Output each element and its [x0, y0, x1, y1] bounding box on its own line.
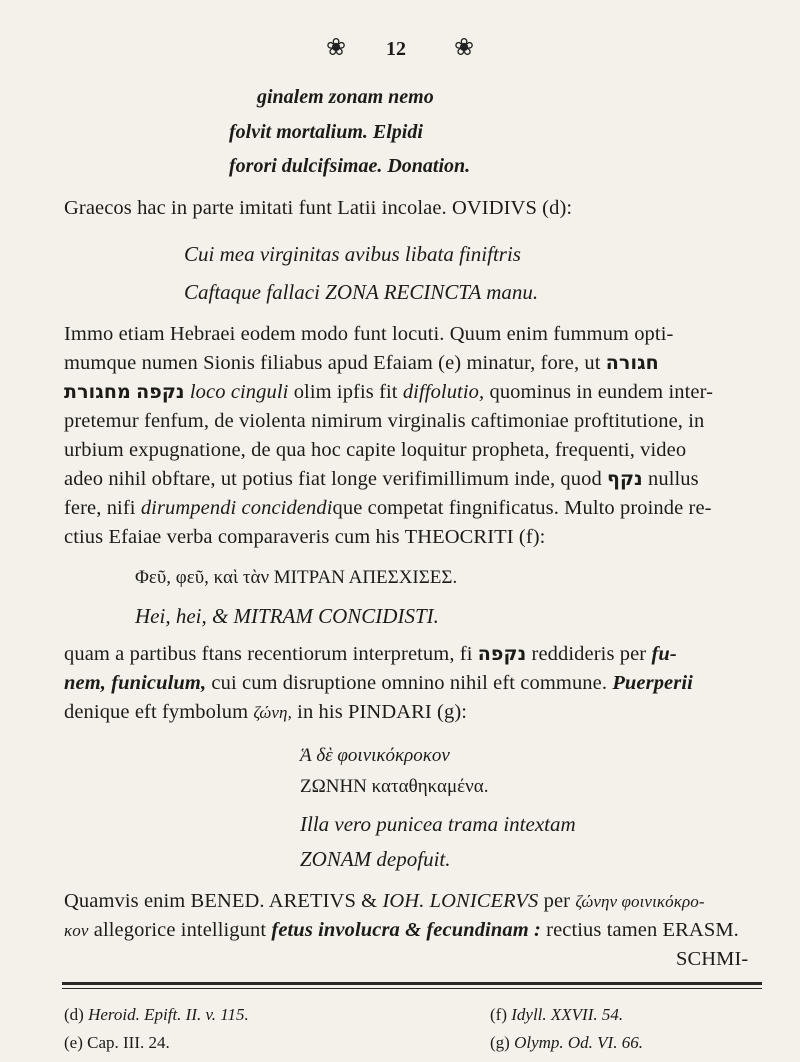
paragraph-line: Immo etiam Hebraei eodem modo funt locuti. Quum enim fummum opti-: [64, 323, 674, 345]
paragraph-line: [64, 672, 693, 695]
footnote-f: [490, 1005, 623, 1025]
latin-translation: Hei, hei, & MITRAM CONCIDISTI.: [135, 604, 439, 628]
text-run: adeo nihil obftare, ut potius fiat longe verifimillimum inde, quod: [64, 468, 602, 490]
greek-quote: Ἁ δὲ φοινικόκροκον: [300, 745, 450, 766]
paragraph-line: [64, 919, 739, 942]
footnote-text: Olymp. Od. VI. 66.: [514, 1033, 643, 1052]
paragraph-line: [64, 497, 712, 520]
hebrew-word: נקפה: [477, 643, 527, 665]
footnote-marker: (d): [64, 1005, 84, 1024]
text-run: diffolutio,: [402, 381, 485, 403]
text-run: fu-: [651, 643, 677, 665]
hebrew-word: מחגורת: [64, 381, 131, 403]
text-run: per: [543, 890, 571, 912]
paragraph-line: ctius Efaiae verba comparaveris cum his THEOCRITI (f):: [64, 526, 546, 548]
text-run: allegorice intelligunt: [93, 919, 267, 941]
flower-ornament-icon: ❀: [326, 35, 347, 61]
text-run: IOH. LONICERVS: [382, 890, 539, 912]
page-number: 12: [386, 38, 406, 60]
text-run: rectius tamen ERASM.: [546, 919, 739, 941]
footnote-rule: [62, 982, 762, 985]
greek-word: ζώνη,: [253, 703, 292, 722]
hebrew-word: חגורה: [605, 352, 659, 374]
text-run: quominus in eundem inter-: [489, 381, 714, 403]
text-run: denique eft fymbolum: [64, 701, 249, 723]
verse-line: Cui mea virginitas avibus libata finiftris: [184, 242, 521, 266]
footnote-e: (e) Cap. III. 24.: [64, 1033, 170, 1052]
text-run: que competat fingnificatus. Multo proinde re-: [332, 497, 712, 519]
paragraph-line: [64, 468, 699, 491]
text-run: fere, nifi: [64, 497, 136, 519]
footnote-g: [490, 1033, 643, 1053]
text-run: reddideris per: [531, 643, 647, 665]
text-run: cui cum disruptione omnino nihil eft commune.: [211, 672, 608, 694]
footnote-text: Idyll. XXVII. 54.: [511, 1005, 624, 1024]
text-run: loco: [189, 381, 226, 403]
text-run: fetus involucra & fecundinam :: [271, 919, 541, 941]
text-run: olim ipfis fit: [293, 381, 398, 403]
text-run: cinguli: [230, 381, 289, 403]
footnote-text: Heroid. Epift. II. v. 115.: [88, 1005, 249, 1024]
greek-quote: Φεῦ, φεῦ, καὶ τὰν ΜΙΤΡΑΝ ΑΠΕΣΧΙΣΕΣ.: [135, 567, 458, 588]
paragraph-line: pretemur fenfum, de violenta nimirum virginalis caftimoniae proftitutione, in: [64, 410, 705, 432]
footnote-marker: (g): [490, 1033, 510, 1052]
text-run: nem, funiculum,: [64, 672, 207, 694]
epigram-line: ginalem zonam nemo: [257, 86, 434, 108]
footnote-d: [64, 1005, 249, 1025]
paragraph-line: [64, 643, 677, 666]
hebrew-word: נקפה: [136, 381, 185, 403]
text-run: quam a partibus ftans recentiorum interpretum, fi: [64, 643, 473, 665]
epigram-line: forori dulcifsimae. Donation.: [229, 155, 471, 177]
text-run: Puerperii: [612, 672, 693, 694]
footnote-marker: (f): [490, 1005, 507, 1024]
text-run: in his PINDARI (g):: [297, 701, 468, 723]
paragraph-line: Graecos hac in parte imitati funt Latii incolae. OVIDIVS (d):: [64, 197, 573, 219]
text-run: Quamvis enim BENED. ARETIVS &: [64, 890, 378, 912]
greek-word: ζώνην φοινικόκρο-: [575, 892, 705, 911]
latin-translation: Illa vero punicea trama intextam: [300, 812, 576, 836]
flower-ornament-icon: ❀: [454, 35, 475, 61]
epigram-line: folvit mortalium. Elpidi: [229, 121, 423, 143]
text-run: nullus: [648, 468, 699, 490]
latin-translation: ZONAM depofuit.: [300, 847, 451, 871]
footnote-rule: [62, 988, 762, 989]
greek-quote: ΖΩΝΗΝ καταθηκαμένα.: [300, 776, 489, 797]
paragraph-line: urbium expugnatione, de qua hoc capite loquitur propheta, frequenti, video: [64, 439, 687, 461]
page-header: [0, 36, 800, 66]
paragraph-line: [64, 701, 467, 724]
catchword: SCHMI-: [676, 948, 749, 970]
paragraph-line: [64, 352, 659, 375]
paragraph-line: [64, 890, 705, 913]
text-run: dirumpendi concidendi: [140, 497, 333, 519]
greek-word: κον: [64, 921, 89, 940]
hebrew-word: נקף: [607, 468, 643, 490]
paragraph-line: [64, 381, 713, 404]
verse-line: Caftaque fallaci ZONA RECINCTA manu.: [184, 280, 539, 304]
text-run: mumque numen Sionis filiabus apud Efaiam (e) minatur, fore, ut: [64, 352, 601, 374]
